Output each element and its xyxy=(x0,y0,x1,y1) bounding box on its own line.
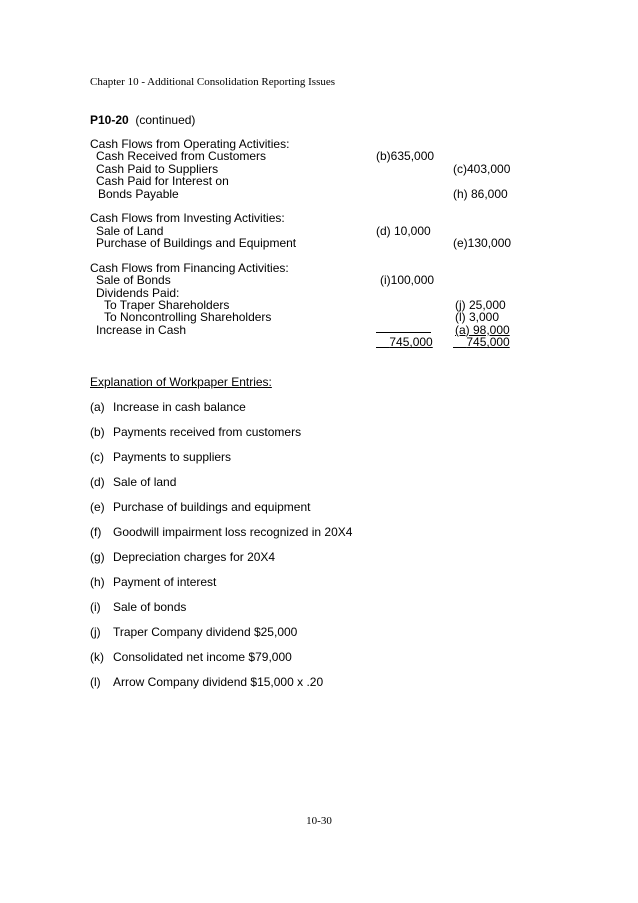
list-item: (h) Payment of interest xyxy=(90,575,217,589)
explanation-heading: Explanation of Workpaper Entries: xyxy=(90,375,272,389)
credit-value: (e)130,000 xyxy=(453,236,512,251)
list-item: (c) Payments to suppliers xyxy=(90,450,232,464)
row-label: To Traper Shareholders xyxy=(104,298,230,313)
table-row xyxy=(90,188,520,200)
row-label: Cash Paid to Suppliers xyxy=(96,161,219,176)
debit-value: (d) 10,000 xyxy=(376,223,431,238)
problem-title xyxy=(90,113,195,127)
table-row xyxy=(90,311,520,323)
credit-total: 745,000 xyxy=(466,335,510,350)
list-item: (b) Payments received from customers xyxy=(90,425,302,439)
list-item: (d) Sale of land xyxy=(90,475,177,489)
debit-total: 745,000 xyxy=(389,335,433,350)
cash-flow-worksheet xyxy=(90,138,520,349)
row-label: Dividends Paid: xyxy=(96,285,180,300)
row-label: Sale of Land xyxy=(96,223,164,238)
credit-value: (j) 25,000 xyxy=(455,298,506,313)
page-number: 10-30 xyxy=(306,815,332,827)
problem-number: P10-20 xyxy=(90,113,129,127)
row-label: To Noncontrolling Shareholders xyxy=(104,310,272,325)
list-item: (k) Consolidated net income $79,000 xyxy=(90,650,292,664)
table-row xyxy=(90,175,520,187)
row-label: Bonds Payable xyxy=(98,186,179,201)
table-row xyxy=(90,237,520,249)
section-heading-operating: Cash Flows from Operating Activities: xyxy=(90,137,290,151)
row-label: Cash Paid for Interest on xyxy=(96,174,229,189)
credit-value: (c)403,000 xyxy=(453,161,511,176)
credit-value: (a) 98,000 xyxy=(455,322,510,337)
row-label: Sale of Bonds xyxy=(96,273,171,288)
underline-blank xyxy=(376,323,431,335)
list-item: (e) Purchase of buildings and equipment xyxy=(90,500,311,514)
list-item: (a) Increase in cash balance xyxy=(90,400,246,414)
row-label: Purchase of Buildings and Equipment xyxy=(96,236,297,251)
debit-value: (i)100,000 xyxy=(380,273,435,288)
debit-value: (b)635,000 xyxy=(376,149,435,164)
list-item: (i) Sale of bonds xyxy=(90,600,187,614)
credit-value: (l) 3,000 xyxy=(455,310,500,325)
list-item: (j) Traper Company dividend $25,000 xyxy=(90,625,298,639)
chapter-header: Chapter 10 - Additional Consolidation Reporting Issues xyxy=(90,76,336,88)
explanation-section xyxy=(90,375,353,700)
list-item: (l) Arrow Company dividend $15,000 x .20 xyxy=(90,675,324,689)
section-heading-financing: Cash Flows from Financing Activities: xyxy=(90,260,289,275)
section-heading-investing: Cash Flows from Investing Activities: xyxy=(90,211,285,226)
list-item: (g) Depreciation charges for 20X4 xyxy=(90,550,276,564)
totals-row xyxy=(90,336,520,348)
credit-value: (h) 86,000 xyxy=(453,186,508,201)
list-item: (f) Goodwill impairment loss recognized in 20X4 xyxy=(90,525,353,539)
row-label: Cash Received from Customers xyxy=(96,149,267,164)
row-label: Increase in Cash xyxy=(96,322,187,337)
table-row xyxy=(90,274,520,286)
problem-suffix: (continued) xyxy=(135,113,196,127)
table-row xyxy=(90,150,520,162)
